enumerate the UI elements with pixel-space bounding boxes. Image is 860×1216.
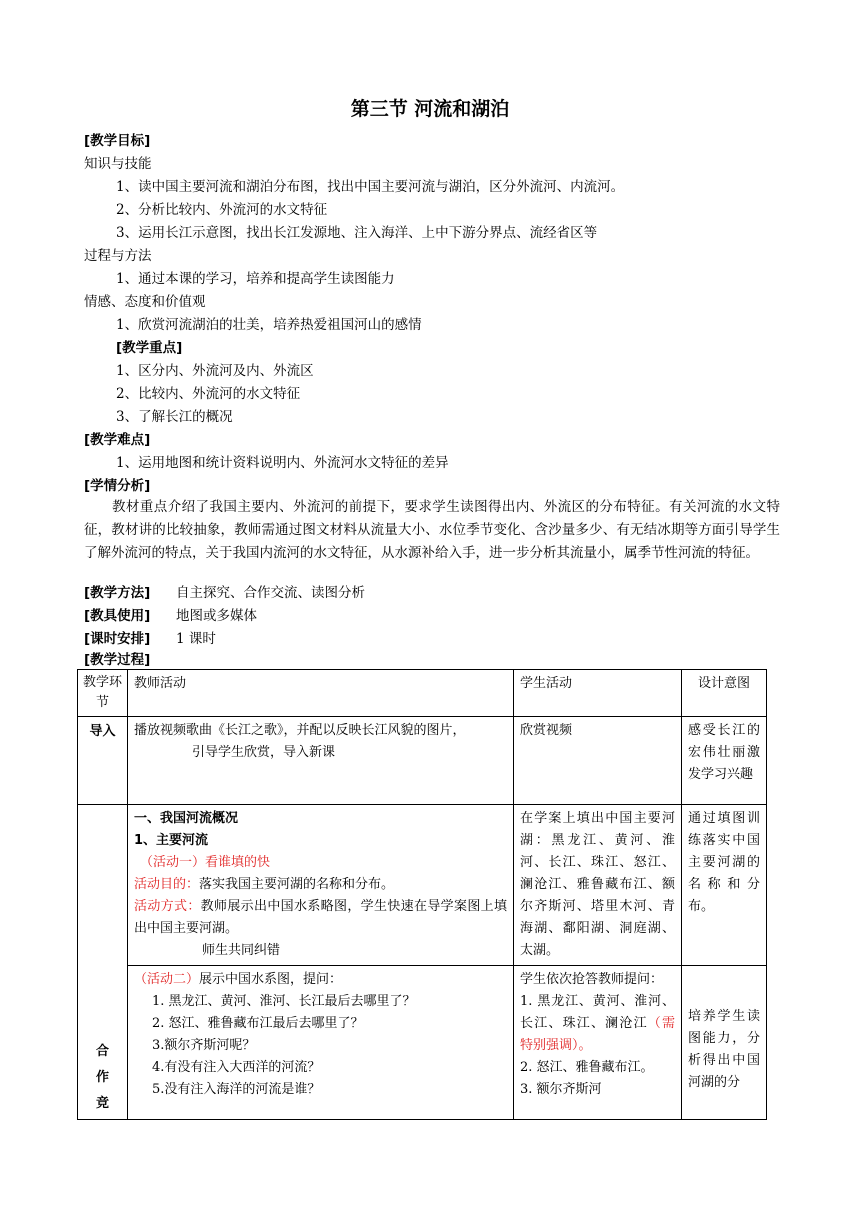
objectives-knowledge-label: 知识与技能 (84, 156, 152, 172)
correction-text: 师生共同纠错 (202, 943, 281, 958)
answer-text: 1. 黑龙江、黄河、淮河、长江、珠江、澜沧江 (520, 994, 675, 1031)
stage-label-vertical: 合作竞 (95, 1044, 109, 1111)
student-cell: 欣赏视频 (514, 717, 682, 805)
student-answer-1 (520, 991, 675, 1057)
student-cell: 在学案上填出中国主要河湖：黑龙江、黄河、淮河、长江、珠江、怒江、澜沧江、雅鲁藏布江、额尔齐斯河、塔里木河、青海湖、鄱阳湖、洞庭湖、太湖。 (514, 805, 682, 966)
student-answer-3: 3. 额尔齐斯河 (520, 1082, 602, 1097)
stage-cell (78, 805, 128, 1120)
table-row (78, 966, 767, 1120)
student-intro: 学生依次抢答教师提问： (520, 972, 664, 987)
table-row (78, 805, 767, 966)
table-header-row (78, 670, 767, 717)
analysis-paragraph: 教材重点介绍了我国主要内、外流河的前提下，要求学生读图得出内、外流区的分布特征。有关河流的水文特征，教材讲的比较抽象，教师需通过图文材料从流量大小、水位季节变化、含沙量多少、有无结冰期等方面引导学生了解外流河的特点，关于我国内流河的水文特征，从水源补给入手，进一步分析其流量小，属季节性河流的特征。 (84, 499, 780, 561)
question-item: 5.没有注入海洋的河流是谁？ (152, 1082, 321, 1097)
header-student: 学生活动 (514, 670, 682, 717)
objective-item: 1、读中国主要河流和湖泊分布图，找出中国主要河流与湖泊，区分外流河、内流河。 (116, 179, 625, 195)
question-item: 3.额尔齐斯河呢？ (152, 1038, 256, 1053)
meta-tools (84, 606, 257, 626)
meta-hours (84, 629, 216, 649)
meta-key: [课时安排] (84, 631, 151, 647)
teacher-cell (128, 805, 514, 966)
meta-value: 地图或多媒体 (176, 608, 257, 624)
answer-note: （需特别强调）。 (520, 1016, 675, 1053)
teacher-cell (128, 966, 514, 1120)
meta-method (84, 583, 365, 603)
keypoint-item: 3、了解长江的概况 (116, 409, 233, 425)
keypoints-heading: [教学重点] (116, 340, 183, 356)
meta-value: 自主探究、合作交流、读图分析 (176, 585, 365, 601)
meta-key: [教具使用] (84, 608, 151, 624)
objectives-heading: [教学目标] (84, 133, 151, 149)
meta-key: [教学方法] (84, 585, 151, 601)
intent-cell: 通过填图训练落实中国主要河湖的名称和分布。 (682, 805, 767, 966)
header-teacher: 教师活动 (128, 670, 514, 717)
objectives-process-label: 过程与方法 (84, 248, 152, 264)
intent-cell: 培养学生读图能力，分析得出中国河湖的分 (682, 966, 767, 1120)
objective-item: 3、运用长江示意图，找出长江发源地、注入海洋、上中下游分界点、流经省区等 (116, 225, 598, 241)
objective-item: 1、通过本课的学习，培养和提高学生读图能力 (116, 271, 395, 287)
activity-two-label: （活动二） (134, 972, 200, 987)
header-stage: 教学环节 (78, 670, 128, 717)
stage-cell: 导入 (78, 717, 128, 805)
activity-two (134, 969, 507, 991)
meta-value: 1 课时 (176, 631, 216, 647)
keypoint-item: 1、区分内、外流河及内、外流区 (116, 363, 314, 379)
question-item: 4.有没有注入大西洋的河流？ (152, 1060, 321, 1075)
keypoint-item: 2、比较内、外流河的水文特征 (116, 386, 301, 402)
purpose-label: 活动目的： (134, 877, 200, 892)
section-heading: 一、我国河流概况 (134, 811, 239, 826)
header-intent: 设计意图 (682, 670, 767, 717)
section-subheading: 1、主要河流 (134, 833, 209, 848)
method-text: 教师展示出中国水系略图，学生快速在导学案图上填出中国主要河湖。 (134, 899, 507, 936)
objective-item: 2、分析比较内、外流河的水文特征 (116, 202, 328, 218)
teacher-text: 引导学生欣赏，导入新课 (192, 745, 336, 760)
process-heading: [教学过程] (84, 652, 151, 668)
student-cell (514, 966, 682, 1120)
objective-item: 1、欣赏河流湖泊的壮美，培养热爱祖国河山的感情 (116, 317, 422, 333)
activity-two-text: 展示中国水系图，提问： (199, 972, 343, 987)
purpose-text: 落实我国主要河湖的名称和分布。 (199, 877, 395, 892)
difficulty-heading: [教学难点] (84, 432, 151, 448)
activity-one-label: （活动一）看谁填的快 (140, 855, 271, 870)
student-answer-2: 2. 怒江、雅鲁藏布江。 (520, 1060, 654, 1075)
method-label: 活动方式： (134, 899, 201, 914)
difficulty-item: 1、运用地图和统计资料说明内、外流河水文特征的差异 (116, 455, 449, 471)
page-title: 第三节 河流和湖泊 (350, 98, 510, 120)
teacher-text: 播放视频歌曲《长江之歌》，并配以反映长江风貌的图片， (134, 723, 466, 738)
table-row (78, 717, 767, 805)
question-item: 2. 怒江、雅鲁藏布江最后去哪里了？ (152, 1016, 364, 1031)
process-table (77, 669, 767, 1120)
question-item: 1. 黑龙江、黄河、淮河、长江最后去哪里了？ (152, 994, 416, 1009)
objectives-attitude-label: 情感、态度和价值观 (84, 294, 206, 310)
activity-method (134, 896, 507, 940)
teacher-cell (128, 717, 514, 805)
activity-purpose (134, 874, 507, 896)
intent-cell: 感受长江的宏伟壮丽激发学习兴趣 (682, 717, 767, 805)
analysis-heading: [学情分析] (84, 478, 151, 494)
